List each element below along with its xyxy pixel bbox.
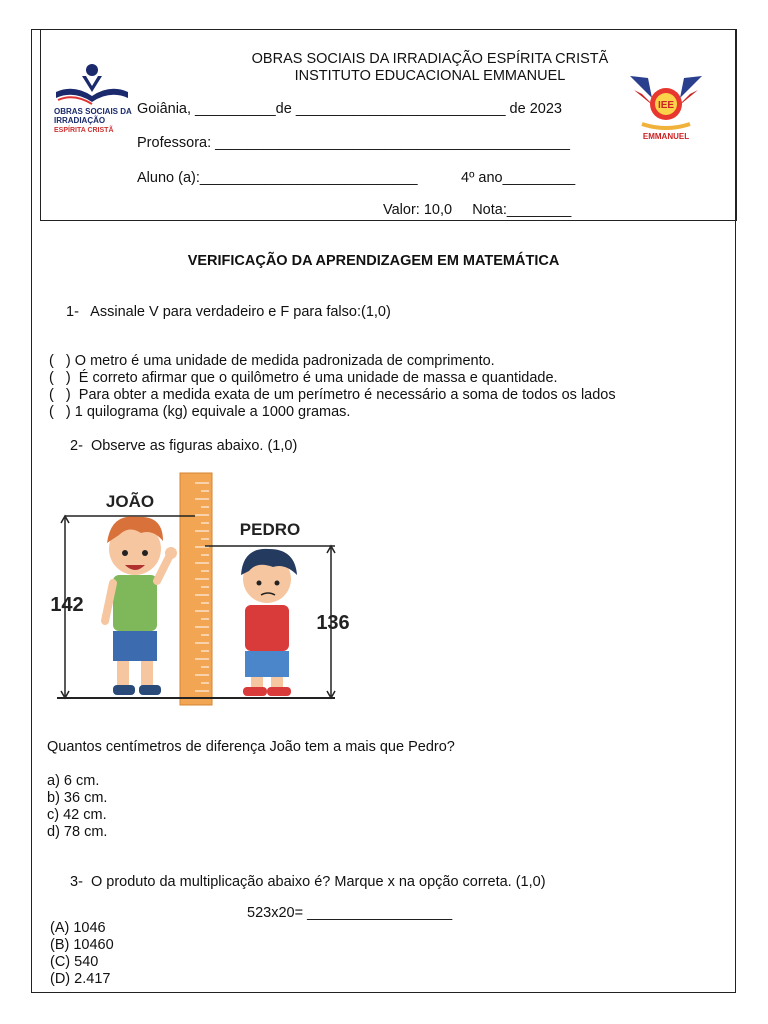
org-line-1: OBRAS SOCIAIS DA IRRADIAÇÃO ESPÍRITA CRISTÃ: [251, 51, 609, 67]
height-comparison-figure: [45, 471, 365, 707]
q3-option[interactable]: (B) 10460: [50, 937, 114, 953]
pedro-name-label: PEDRO: [239, 520, 301, 539]
q1-item[interactable]: ( ) Para obter a medida exata de um perímetro é necessário a soma de todos os lados: [49, 387, 616, 403]
joao-height-label: 142: [50, 594, 84, 616]
q3-option[interactable]: (D) 2.417: [50, 971, 111, 987]
q2-option[interactable]: a) 6 cm.: [47, 773, 100, 789]
q2-option[interactable]: b) 36 cm.: [47, 790, 108, 806]
logo-right-text: EMMANUEL: [642, 132, 690, 140]
q1-item[interactable]: ( ) É correto afirmar que o quilômetro é uma unidade de massa e quantidade.: [49, 370, 558, 386]
q3-expression[interactable]: 523x20= __________________: [247, 905, 453, 921]
q2-question: Quantos centímetros de diferença João tem a mais que Pedro?: [47, 739, 455, 755]
student-line[interactable]: Aluno (a):___________________________: [137, 170, 418, 186]
teacher-line[interactable]: Professora: ____________________________________________: [137, 135, 570, 151]
value-grade-line[interactable]: Valor: 10,0 Nota:________: [383, 202, 572, 218]
q1-prompt: 1- Assinale V para verdadeiro e F para falso:(1,0): [66, 304, 391, 320]
pedro-illustration: [241, 549, 297, 696]
logo-left-text-3: ESPÍRITA CRISTÃ: [54, 127, 114, 134]
q2-option[interactable]: c) 42 cm.: [47, 807, 107, 823]
org-line-2: INSTITUTO EDUCACIONAL EMMANUEL: [294, 68, 566, 84]
logo-right-badge: IEE: [657, 100, 675, 111]
q1-item[interactable]: ( ) O metro é uma unidade de medida padronizada de comprimento.: [49, 353, 495, 369]
joao-name-label: JOÃO: [105, 492, 155, 511]
logo-left-text-1: OBRAS SOCIAIS DA: [54, 107, 132, 116]
joao-illustration: [105, 517, 177, 695]
page-title: VERIFICAÇÃO DA APRENDIZAGEM EM MATEMÁTICA: [187, 253, 560, 269]
logo-left-text-2: IRRADIAÇÃO: [54, 116, 106, 125]
logo-obras-sociais: [52, 62, 132, 134]
q2-option[interactable]: d) 78 cm.: [47, 824, 108, 840]
q1-item[interactable]: ( ) 1 quilograma (kg) equivale a 1000 gramas.: [49, 404, 351, 420]
grade-line[interactable]: 4º ano_________: [461, 170, 576, 186]
pedro-height-label: 136: [316, 612, 350, 634]
q3-option[interactable]: (A) 1046: [50, 920, 106, 936]
q2-prompt: 2- Observe as figuras abaixo. (1,0): [70, 438, 298, 454]
q3-prompt: 3- O produto da multiplicação abaixo é? Marque x na opção correta. (1,0): [70, 874, 546, 890]
q3-option[interactable]: (C) 540: [50, 954, 99, 970]
city-date-line[interactable]: Goiânia, __________de __________________________ de 2023: [137, 101, 562, 117]
